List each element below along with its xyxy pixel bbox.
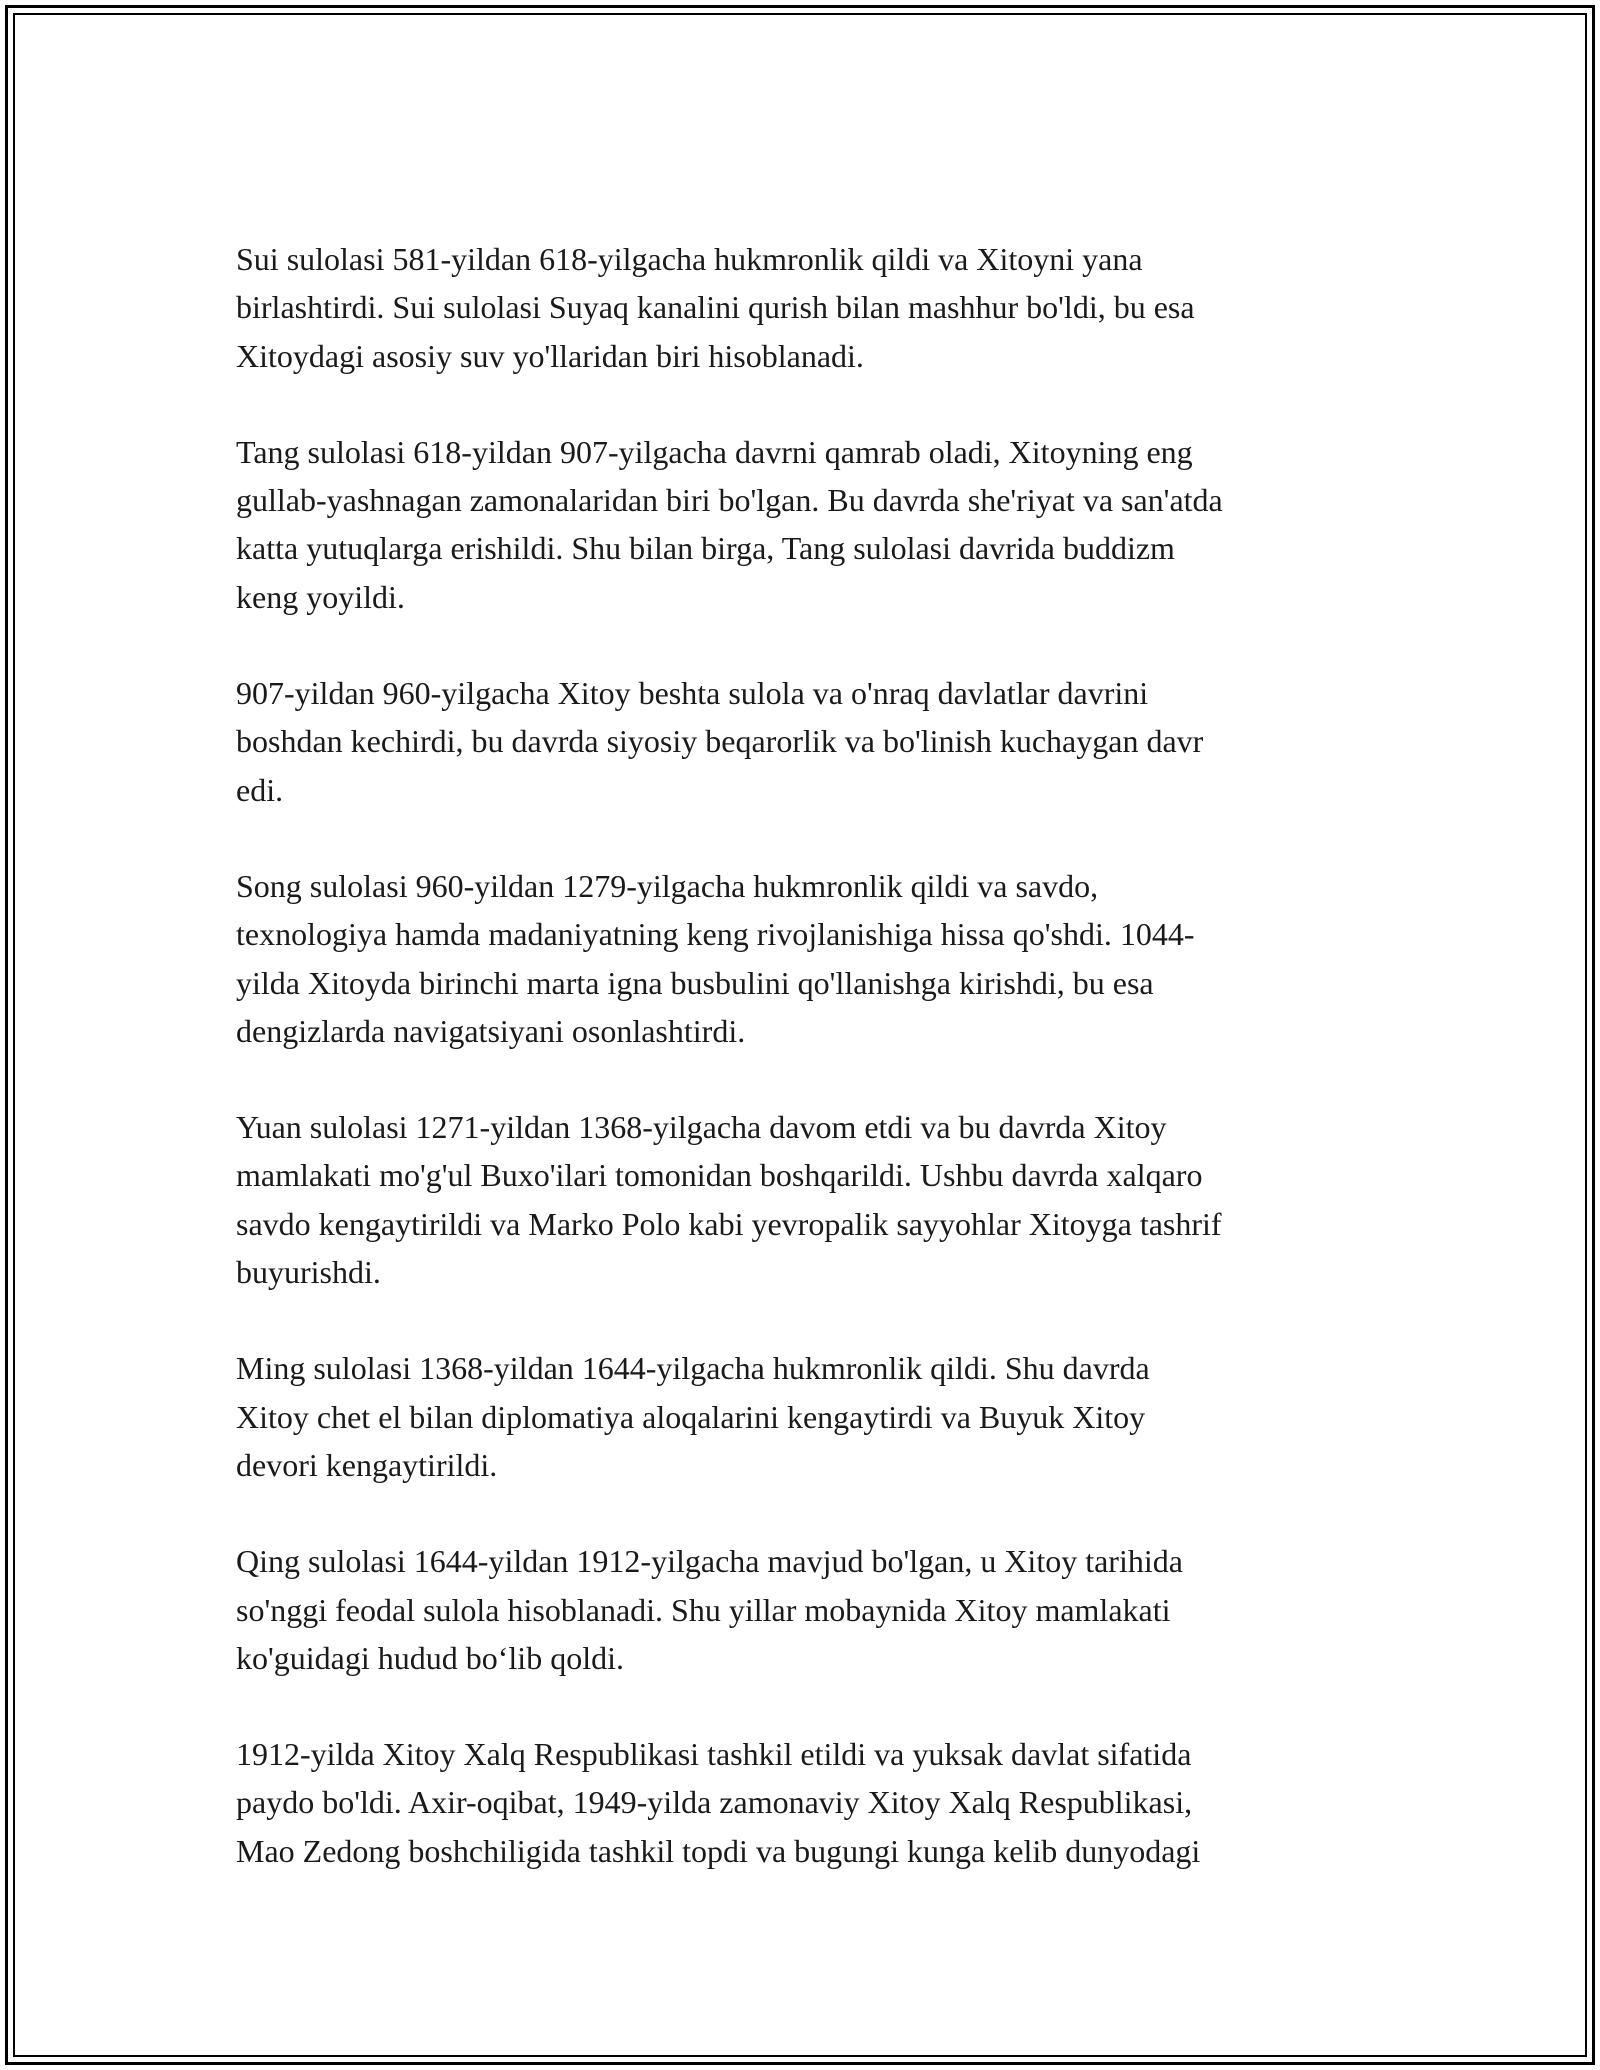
paragraph-song-dynasty: Song sulolasi 960-yildan 1279-yilgacha hukmronlik qildi va savdo, texnologiya hamda madaniyatning keng rivojlanishiga hissa qo'shdi. 1044- yilda Xitoyda birinchi marta igna busbulini qo'llanishga kirishdi, bu esa dengizlarda navigatsiyani osonlashtirdi. <box>236 867 1195 1049</box>
document-body <box>236 235 1376 1923</box>
paragraph-tang-dynasty: Tang sulolasi 618-yildan 907-yilgacha davrni qamrab oladi, Xitoyning eng gullab-yashnagan zamonalaridan biri bo'lgan. Bu davrda she'riyat va san'atda katta yutuqlarga erishildi. Shu bilan birga, Tang sulolasi davrida buddizm keng yoyildi. <box>236 433 1223 615</box>
paragraph-yuan-dynasty: Yuan sulolasi 1271-yildan 1368-yilgacha davom etdi va bu davrda Xitoy mamlakati mo'g'ul Buxo'ilari tomonidan boshqarildi. Ushbu davrda xalqaro savdo kengaytirildi va Marko Polo kabi yevropalik sayyohlar Xitoyga tashrif buyurishdi. <box>236 1109 1222 1291</box>
paragraph-republic: 1912-yilda Xitoy Xalq Respublikasi tashkil etildi va yuksak davlat sifatida paydo bo'ldi. Axir-oqibat, 1949-yilda zamonaviy Xitoy Xalq Respublikasi, Mao Zedong boshchiligida tashkil topdi va bugungi kunga kelib dunyodagi <box>236 1736 1201 1869</box>
paragraph-five-dynasties: 907-yildan 960-yilgacha Xitoy beshta sulola va o'nraq davlatlar davrini boshdan kechirdi, bu davrda siyosiy beqarorlik va bo'linish kuchaygan davr edi. <box>236 675 1204 808</box>
paragraph-ming-dynasty: Ming sulolasi 1368-yildan 1644-yilgacha hukmronlik qildi. Shu davrda Xitoy chet el bilan diplomatiya aloqalarini kengaytirdi va Buyuk Xitoy devori kengaytirildi. <box>236 1350 1150 1483</box>
paragraph-qing-dynasty: Qing sulolasi 1644-yildan 1912-yilgacha mavjud bo'lgan, u Xitoy tarihida so'nggi feodal sulola hisoblanadi. Shu yillar mobaynida Xitoy mamlakati ko'guidagi hudud bo‘lib qoldi. <box>236 1543 1183 1676</box>
paragraph-sui-dynasty: Sui sulolasi 581-yildan 618-yilgacha hukmronlik qildi va Xitoyni yana birlashtirdi. Sui sulolasi Suyaq kanalini qurish bilan mashhur bo'ldi, bu esa Xitoydagi asosiy suv yo'llaridan biri hisoblanadi. <box>236 241 1195 374</box>
